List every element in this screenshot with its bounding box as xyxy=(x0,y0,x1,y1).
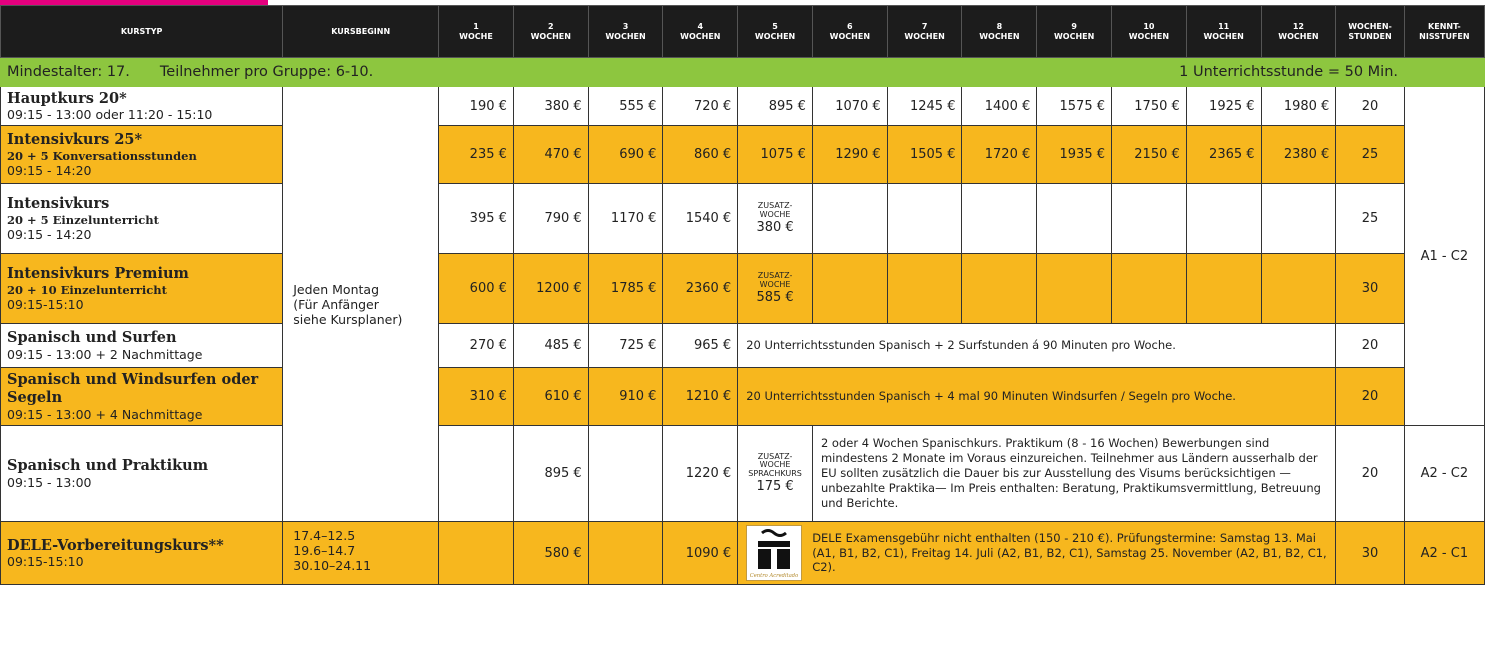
price-cell: 555 € xyxy=(588,87,663,126)
price-cell: 485 € xyxy=(513,324,588,368)
price-cell: 380 € xyxy=(513,87,588,126)
price-cell: 580 € xyxy=(513,522,588,585)
course-note: 2 oder 4 Wochen Spanischkurs. Praktikum (8 - 16 Wochen) Bewerbungen sind mindestens 2 Monate im Voraus einzureichen. Teilnehmer aus Ländern ausserhalb der EU sollten zusätzlich die Dauer bis zur Ausstellung des Visums berücksichtigen —unbezahlte Praktika— Im Preis enthalten: Beratung, Praktikumsvermittlung, Betreuung und Berichte. xyxy=(812,426,1335,522)
extra-week-price: 380 € xyxy=(756,219,794,235)
course-subtitle: 20 + 10 Einzelunterricht xyxy=(7,282,167,297)
course-cell xyxy=(1,184,283,254)
hours-cell: 20 xyxy=(1336,368,1404,426)
course-name: Intensivkurs xyxy=(7,195,110,213)
header-kursbeginn: KURSBEGINN xyxy=(283,6,439,58)
price-cell: 1505 € xyxy=(887,126,962,184)
header-week-4: 4 WOCHEN xyxy=(663,6,738,58)
header-kenntnisstufen: KENNT- NISSTUFEN xyxy=(1404,6,1484,58)
course-name: Intensivkurs Premium xyxy=(7,265,189,283)
price-cell: 860 € xyxy=(663,126,738,184)
price-cell: 1200 € xyxy=(513,254,588,324)
course-name: DELE-Vorbereitungskurs** xyxy=(7,536,224,554)
empty-cell xyxy=(1186,254,1261,324)
price-cell: 2150 € xyxy=(1112,126,1187,184)
hours-cell: 30 xyxy=(1336,522,1404,585)
extra-week-cell xyxy=(738,254,813,324)
price-cell: 965 € xyxy=(663,324,738,368)
hours-cell: 25 xyxy=(1336,126,1404,184)
price-cell: 725 € xyxy=(588,324,663,368)
price-cell: 235 € xyxy=(439,126,514,184)
course-time: 09:15-15:10 xyxy=(7,296,84,312)
course-name: Spanisch und Praktikum xyxy=(7,457,209,475)
price-cell: 2365 € xyxy=(1186,126,1261,184)
empty-cell xyxy=(812,254,887,324)
course-note-cell xyxy=(738,522,1336,585)
empty-cell xyxy=(812,184,887,254)
course-name: Hauptkurs 20* xyxy=(7,89,127,107)
extra-week-price: 585 € xyxy=(756,289,794,305)
course-row-praktikum xyxy=(1,426,1485,522)
price-cell xyxy=(439,522,514,585)
empty-cell xyxy=(962,184,1037,254)
header-week-7: 7 WOCHEN xyxy=(887,6,962,58)
header-wochenstunden: WOCHEN- STUNDEN xyxy=(1336,6,1404,58)
course-cell xyxy=(1,87,283,126)
logo-caption: Centro Acreditado xyxy=(749,573,799,579)
header-week-6: 6 WOCHEN xyxy=(812,6,887,58)
empty-cell xyxy=(1112,184,1187,254)
price-cell: 895 € xyxy=(738,87,813,126)
price-cell: 1720 € xyxy=(962,126,1037,184)
empty-cell xyxy=(1112,254,1187,324)
price-cell: 1220 € xyxy=(663,426,738,522)
course-row-surfen xyxy=(1,324,1485,368)
price-cell: 1245 € xyxy=(887,87,962,126)
header-week-12: 12 WOCHEN xyxy=(1261,6,1336,58)
extra-week-label: ZUSATZ- WOCHE xyxy=(757,271,793,289)
hours-cell: 25 xyxy=(1336,184,1404,254)
course-time: 09:15 - 14:20 xyxy=(7,226,92,242)
info-row xyxy=(1,58,1485,87)
course-name: Spanisch und Surfen xyxy=(7,329,177,347)
info-unterricht: 1 Unterrichtsstunde = 50 Min. xyxy=(1179,64,1398,80)
course-subtitle: 20 + 5 Konversationsstunden xyxy=(7,148,197,163)
empty-cell xyxy=(1037,254,1112,324)
course-row-intensivkurs-premium xyxy=(1,254,1485,324)
table-header-row xyxy=(1,6,1485,58)
kursbeginn-cell: Jeden Montag (Für Anfänger siehe Kursplaner) xyxy=(283,87,439,522)
course-cell xyxy=(1,522,283,585)
empty-cell xyxy=(887,184,962,254)
price-cell: 190 € xyxy=(439,87,514,126)
price-cell: 1750 € xyxy=(1112,87,1187,126)
price-cell: 1935 € xyxy=(1037,126,1112,184)
header-week-5: 5 WOCHEN xyxy=(738,6,813,58)
price-cell: 690 € xyxy=(588,126,663,184)
price-cell: 1400 € xyxy=(962,87,1037,126)
hours-cell: 20 xyxy=(1336,324,1404,368)
price-cell: 1575 € xyxy=(1037,87,1112,126)
extra-week-cell xyxy=(738,426,813,522)
course-time: 09:15-15:10 xyxy=(7,554,84,570)
info-mindestalter: Mindestalter: 17. xyxy=(7,64,130,80)
course-time: 09:15 - 13:00 oder 11:20 - 15:10 xyxy=(7,107,213,123)
course-cell xyxy=(1,254,283,324)
empty-cell xyxy=(1037,184,1112,254)
header-week-2: 2 WOCHEN xyxy=(513,6,588,58)
price-cell: 1925 € xyxy=(1186,87,1261,126)
extra-week-label: ZUSATZ- WOCHE xyxy=(757,201,793,219)
price-cell: 1170 € xyxy=(588,184,663,254)
hours-cell: 20 xyxy=(1336,426,1404,522)
header-week-11: 11 WOCHEN xyxy=(1186,6,1261,58)
level-cell: A1 - C2 xyxy=(1404,87,1484,426)
kursbeginn-cell: 17.4–12.5 19.6–14.7 30.10–24.11 xyxy=(283,522,439,585)
hours-cell: 30 xyxy=(1336,254,1404,324)
price-cell: 2360 € xyxy=(663,254,738,324)
price-cell: 310 € xyxy=(439,368,514,426)
empty-cell xyxy=(1261,184,1336,254)
course-time: 09:15 - 13:00 + 4 Nachmittage xyxy=(7,406,203,422)
course-row-windsurfen xyxy=(1,368,1485,426)
course-cell xyxy=(1,324,283,368)
hours-cell: 20 xyxy=(1336,87,1404,126)
course-cell xyxy=(1,126,283,184)
price-cell: 1070 € xyxy=(812,87,887,126)
price-cell: 1785 € xyxy=(588,254,663,324)
info-bar xyxy=(1,58,1485,87)
price-cell: 470 € xyxy=(513,126,588,184)
level-cell: A2 - C2 xyxy=(1404,426,1484,522)
price-cell xyxy=(439,426,514,522)
price-cell: 1980 € xyxy=(1261,87,1336,126)
course-name: Spanisch und Windsurfen oder Segeln xyxy=(7,371,259,406)
course-time: 09:15 - 14:20 xyxy=(7,162,92,178)
price-cell: 1210 € xyxy=(663,368,738,426)
price-cell: 720 € xyxy=(663,87,738,126)
price-cell: 790 € xyxy=(513,184,588,254)
course-cell xyxy=(1,426,283,522)
info-teilnehmer: Teilnehmer pro Gruppe: 6-10. xyxy=(159,64,374,80)
price-cell: 1075 € xyxy=(738,126,813,184)
level-cell: A2 - C1 xyxy=(1404,522,1484,585)
course-row-hauptkurs xyxy=(1,87,1485,126)
header-week-9: 9 WOCHEN xyxy=(1037,6,1112,58)
course-note: 20 Unterrichtsstunden Spanisch + 2 Surfstunden á 90 Minuten pro Woche. xyxy=(738,324,1336,368)
price-cell: 910 € xyxy=(588,368,663,426)
course-time: 09:15 - 13:00 + 2 Nachmittage xyxy=(7,346,203,362)
price-cell: 1540 € xyxy=(663,184,738,254)
price-cell xyxy=(588,522,663,585)
price-cell: 600 € xyxy=(439,254,514,324)
empty-cell xyxy=(962,254,1037,324)
course-subtitle: 20 + 5 Einzelunterricht xyxy=(7,212,159,227)
empty-cell xyxy=(887,254,962,324)
header-week-8: 8 WOCHEN xyxy=(962,6,1037,58)
price-cell: 270 € xyxy=(439,324,514,368)
course-row-dele xyxy=(1,522,1485,585)
price-cell xyxy=(588,426,663,522)
extra-week-price: 175 € xyxy=(756,479,794,495)
course-cell xyxy=(1,368,283,426)
empty-cell xyxy=(1186,184,1261,254)
price-table xyxy=(0,5,1485,585)
header-week-3: 3 WOCHEN xyxy=(588,6,663,58)
price-cell: 1290 € xyxy=(812,126,887,184)
extra-week-cell xyxy=(738,184,813,254)
extra-week-label: ZUSATZ- WOCHE SPRACHKURS xyxy=(748,451,802,479)
header-week-10: 10 WOCHEN xyxy=(1112,6,1187,58)
header-kurstyp: KURSTYP xyxy=(1,6,283,58)
price-cell: 395 € xyxy=(439,184,514,254)
price-cell: 610 € xyxy=(513,368,588,426)
cervantes-logo-icon xyxy=(746,525,802,581)
course-name: Intensivkurs 25* xyxy=(7,131,143,149)
price-cell: 2380 € xyxy=(1261,126,1336,184)
course-row-intensivkurs-25 xyxy=(1,126,1485,184)
price-cell: 1090 € xyxy=(663,522,738,585)
header-week-1: 1 WOCHE xyxy=(439,6,514,58)
course-note: 20 Unterrichtsstunden Spanisch + 4 mal 90 Minuten Windsurfen / Segeln pro Woche. xyxy=(738,368,1336,426)
empty-cell xyxy=(1261,254,1336,324)
course-row-intensivkurs-einzel xyxy=(1,184,1485,254)
course-time: 09:15 - 13:00 xyxy=(7,474,92,490)
price-cell: 895 € xyxy=(513,426,588,522)
course-note: DELE Examensgebühr nicht enthalten (150 - 210 €). Prüfungstermine: Samstag 13. Mai (A1, B1, B2, C1), Freitag 14. Juli (A2, B1, B2, C1), Samstag 25. November (A2, B1, B2, C1, C2). xyxy=(812,530,1327,575)
